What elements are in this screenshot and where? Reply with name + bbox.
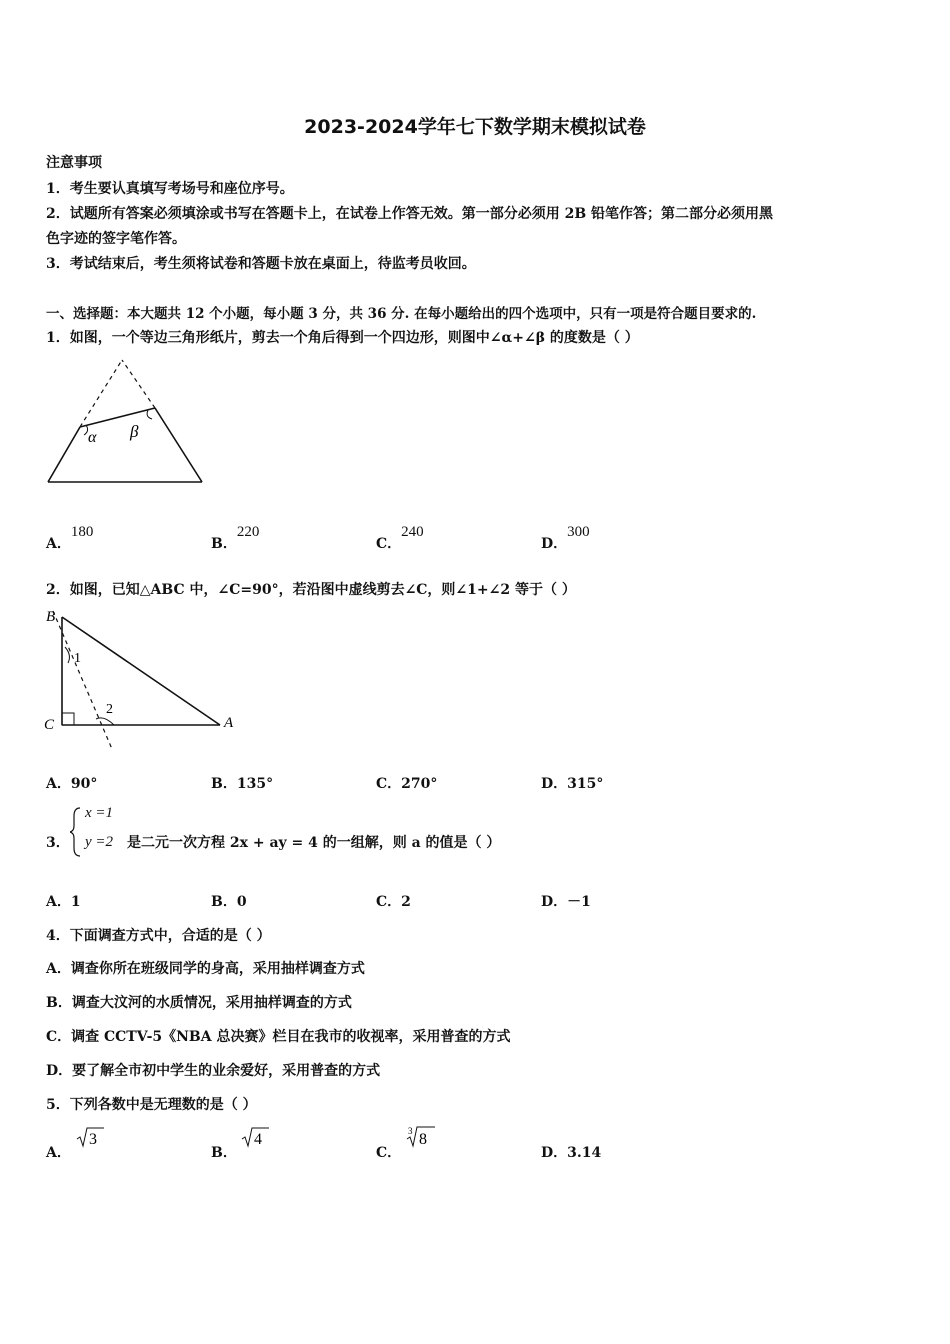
q3-option-b	[211, 891, 247, 911]
q1-right-side	[155, 408, 202, 482]
q2-option-b	[211, 773, 273, 793]
q5-option-b-radicand: 4	[254, 1131, 262, 1148]
q3-eq2: y =2	[85, 834, 114, 850]
q1-option-d-letter: D．	[541, 536, 568, 552]
q4-stem: 4．下面调查方式中，合适的是（ ）	[46, 928, 271, 944]
q2-option-a-value: 90°	[70, 776, 98, 792]
q1-dashed-left	[80, 360, 122, 427]
q1-cut-line	[80, 408, 155, 427]
q3-option-c	[376, 891, 411, 911]
q1-dashed-right	[122, 360, 155, 408]
q4-option-b: B．调查大汶河的水质情况，采用抽样调查的方式	[46, 995, 352, 1011]
q3-option-b-letter: B．	[211, 894, 237, 910]
q5-option-c-radicand: 8	[419, 1131, 427, 1148]
notice-item-3: 3．考试结束后，考生须将试卷和答题卡放在桌面上，待监考员收回。	[46, 256, 476, 272]
q2-label-1: 1	[74, 651, 81, 666]
q1-option-a-value: 180	[70, 524, 94, 540]
q5-option-a	[46, 1142, 71, 1162]
q1-option-c	[376, 524, 424, 553]
q5-option-a-sqrt	[76, 1126, 106, 1150]
q3-option-c-value: 2	[401, 894, 411, 910]
q2-label-b: B	[46, 609, 56, 625]
q2-option-d	[541, 773, 603, 793]
q5-option-c	[376, 1142, 401, 1162]
q2-option-a-letter: A．	[46, 776, 71, 792]
q5-stem: 5．下列各数中是无理数的是（ ）	[46, 1097, 257, 1113]
q3-number: 3．	[46, 835, 70, 851]
q4-option-d: D．要了解全市初中学生的业余爱好，采用普查的方式	[46, 1063, 381, 1079]
q4-option-a: A．调查你所在班级同学的身高，采用抽样调查方式	[46, 961, 365, 977]
q1-option-a-letter: A．	[46, 536, 71, 552]
q1-option-c-value: 240	[401, 524, 424, 540]
q3-option-d-letter: D．	[541, 894, 568, 910]
q3-option-c-letter: C．	[376, 894, 402, 910]
q1-option-c-letter: C．	[376, 536, 402, 552]
q2-label-a: A	[224, 715, 234, 731]
notice-heading: 注意事项	[46, 155, 102, 171]
q5-option-d-value: 3.14	[567, 1145, 602, 1161]
q5-option-d	[541, 1142, 601, 1162]
page-title: 2023-2024学年七下数学期末模拟试卷	[304, 116, 646, 138]
q2-option-d-letter: D．	[541, 776, 568, 792]
q2-option-b-value: 135°	[236, 776, 274, 792]
q1-figure	[40, 355, 215, 490]
q5-option-c-index: 3	[408, 1126, 413, 1136]
q3-option-b-value: 0	[236, 894, 247, 910]
q1-beta-arc	[147, 410, 152, 419]
q1-label-alpha: α	[88, 429, 97, 446]
q2-option-c-letter: C．	[376, 776, 402, 792]
q5-option-b-sqrt	[241, 1126, 271, 1150]
q2-angle2-arc	[96, 718, 114, 725]
q2-label-c: C	[44, 717, 55, 733]
q4-option-c: C．调查 CCTV-5《NBA 总决赛》栏目在我市的收视率，采用普查的方式	[46, 1029, 511, 1045]
q2-label-2: 2	[106, 702, 113, 717]
q2-option-c-value: 270°	[401, 776, 438, 792]
q3-eq1: x =1	[85, 805, 114, 821]
q5-option-d-letter: D．	[541, 1145, 568, 1161]
q1-left-side	[48, 427, 80, 482]
q2-side-ba	[62, 617, 220, 725]
q2-option-b-letter: B．	[211, 776, 237, 792]
q3-option-a-letter: A．	[46, 894, 71, 910]
q1-option-d-value: 300	[567, 524, 590, 540]
q2-option-a	[46, 773, 97, 793]
notice-item-1: 1．考生要认真填写考场号和座位序号。	[46, 181, 294, 197]
q5-option-c-letter: C．	[376, 1145, 402, 1161]
q5-option-b	[211, 1142, 237, 1162]
section-heading: 一、选择题：本大题共 12 个小题，每小题 3 分，共 36 分. 在每小题给出的四个选项中，只有一项是符合题目要求的.	[46, 306, 757, 322]
q2-option-c	[376, 773, 437, 793]
q1-option-a	[46, 524, 94, 553]
q2-stem: 2．如图，已知△ABC 中，∠C=90°，若沿图中虚线剪去∠C，则∠1+∠2 等于（ ）	[46, 582, 576, 598]
q5-option-a-letter: A．	[46, 1145, 71, 1161]
q3-option-d	[541, 891, 591, 911]
q2-right-angle-mark	[62, 713, 74, 725]
q5-option-a-radicand: 3	[89, 1131, 97, 1148]
q3-option-d-value: －1	[567, 894, 591, 910]
q3-option-a-value: 1	[70, 894, 81, 910]
notice-item-2-cont: 色字迹的签字笔作答。	[46, 231, 186, 247]
q5-option-c-cbrt	[404, 1124, 438, 1150]
q3-stem: 是二元一次方程 2x + ay = 4 的一组解，则 a 的值是（ ）	[127, 835, 501, 851]
q1-option-b-value: 220	[236, 524, 260, 540]
q1-option-d	[541, 524, 590, 553]
q1-label-beta: β	[130, 422, 139, 441]
q1-stem: 1．如图，一个等边三角形纸片，剪去一个角后得到一个四边形，则图中∠α+∠β 的度数是（ ）	[46, 330, 639, 346]
q1-option-b	[211, 524, 260, 553]
q5-option-b-letter: B．	[211, 1145, 237, 1161]
q2-option-d-value: 315°	[567, 776, 604, 792]
notice-item-2: 2．试题所有答案必须填涂或书写在答题卡上，在试卷上作答无效。第一部分必须用 2B 铅笔作答；第二部分必须用黑	[46, 206, 774, 222]
q1-option-b-letter: B．	[211, 536, 237, 552]
q2-figure	[40, 603, 245, 753]
q3-option-a	[46, 891, 81, 911]
